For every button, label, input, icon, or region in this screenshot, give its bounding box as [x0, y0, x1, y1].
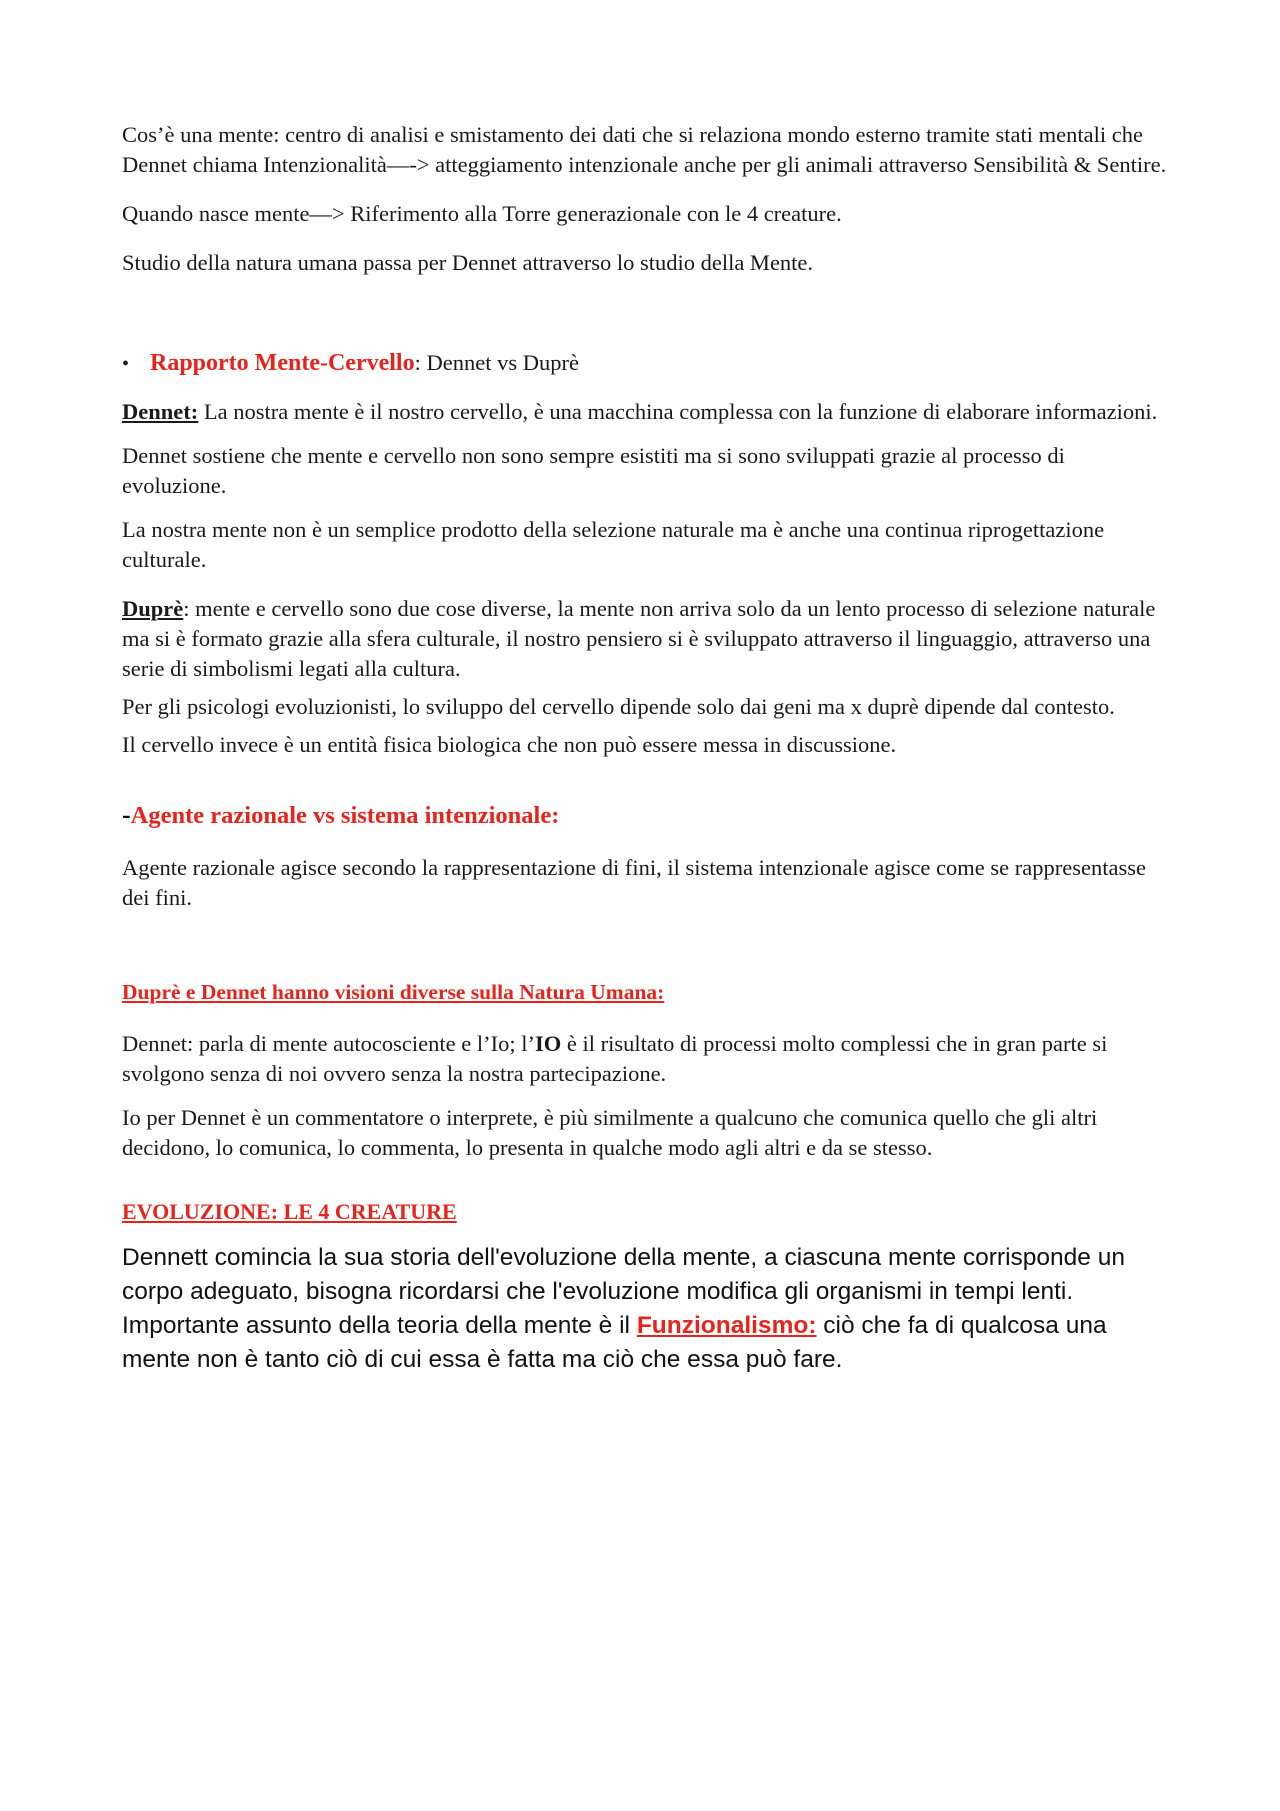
natura-io-term: IO: [534, 1031, 562, 1056]
agente-heading: [122, 800, 1167, 831]
evoluzione-paragraph-1: Dennett comincia la sua storia dell'evoluzione della mente, a ciascuna mente corrisponde un corpo adeguato, bisogna ricordarsi che l'evoluzione modifica gli organismi in tempi lenti.: [122, 1244, 1125, 1305]
rapporto-heading-title: Rapporto Mente-Cervello: [150, 350, 415, 376]
agente-heading-dash: -: [122, 800, 131, 829]
natura-heading-title: Duprè e Dennet hanno visioni diverse sulla Natura Umana:: [122, 980, 665, 1004]
dennet-paragraph-3: La nostra mente non è un semplice prodotto della selezione naturale ma è anche una continua riprogettazione culturale.: [122, 517, 1105, 572]
natura-text-1b: è il risultato di processi molto complessi che in gran parte si svolgono senza di noi ovvero senza la nostra partecipazione.: [122, 1031, 1108, 1086]
intro-paragraph-2: Quando nasce mente—> Riferimento alla Torre generazionale con le 4 creature.: [122, 201, 842, 226]
evoluzione-text-2b: ciò che fa di qualcosa una mente non è tanto ciò di cui essa è fatta ma ciò che essa può fare.: [122, 1312, 1107, 1373]
evoluzione-paragraph-2: [122, 1309, 1167, 1377]
evoluzione-heading: [122, 1197, 1167, 1227]
rapporto-heading: [150, 348, 579, 378]
evoluzione-text-2a: Importante assunto della teoria della mente è il: [122, 1312, 637, 1339]
funzionalismo-term: Funzionalismo:: [636, 1312, 817, 1339]
agente-heading-title: Agente razionale vs sistema intenzionale:: [130, 802, 560, 829]
dennet-paragraph-2: Dennet sostiene che mente e cervello non sono sempre esistiti ma si sono sviluppati grazie al processo di evoluzione.: [122, 443, 1065, 498]
agente-paragraph: Agente razionale agisce secondo la rappresentazione di fini, il sistema intenzionale agisce come se rappresentasse dei fini.: [122, 855, 1146, 910]
intro-paragraph-3: Studio della natura umana passa per Dennet attraverso lo studio della Mente.: [122, 250, 814, 275]
natura-paragraph-1: [122, 1029, 1167, 1089]
natura-text-1a: Dennet: parla di mente autocosciente e l’Io; l’: [122, 1031, 535, 1056]
dennet-text-1: La nostra mente è il nostro cervello, è una macchina complessa con la funzione di elaborare informazioni.: [198, 399, 1158, 424]
dennet-paragraph-1: [122, 397, 1167, 427]
document-body: [122, 120, 1167, 1377]
rapporto-heading-row: [122, 348, 1167, 379]
bullet-icon: •: [122, 353, 130, 375]
dupre-paragraph-3: Il cervello invece è un entità fisica biologica che non può essere messa in discussione.: [122, 732, 897, 757]
rapporto-heading-tail: : Dennet vs Duprè: [414, 350, 579, 375]
evoluzione-heading-title: EVOLUZIONE: LE 4 CREATURE: [122, 1199, 457, 1224]
dupre-paragraph-2: Per gli psicologi evoluzionisti, lo sviluppo del cervello dipende solo dai geni ma x duprè dipende dal contesto.: [122, 694, 1115, 719]
natura-paragraph-2: Io per Dennet è un commentatore o interprete, è più similmente a qualcuno che comunica quello che gli altri decidono, lo comunica, lo commenta, lo presenta in qualche modo agli altri e da se stesso.: [122, 1105, 1098, 1160]
dennet-label: Dennet:: [122, 399, 199, 424]
natura-heading: [122, 977, 1167, 1007]
intro-paragraph-1: Cos’è una mente: centro di analisi e smistamento dei dati che si relaziona mondo esterno tramite stati mentali che Dennet chiama Intenzionalità—-> atteggiamento intenzionale anche per gli animali attraverso Sensibilità & Sentire.: [122, 122, 1167, 177]
dupre-label: Duprè: [122, 596, 184, 621]
dupre-paragraph-1: [122, 594, 1167, 684]
dupre-text-1: : mente e cervello sono due cose diverse, la mente non arriva solo da un lento processo di selezione naturale ma si è formato grazie alla sfera culturale, il nostro pensiero si è sviluppato attraverso il linguaggio, attraverso una serie di simbolismi legati alla cultura.: [122, 596, 1156, 681]
